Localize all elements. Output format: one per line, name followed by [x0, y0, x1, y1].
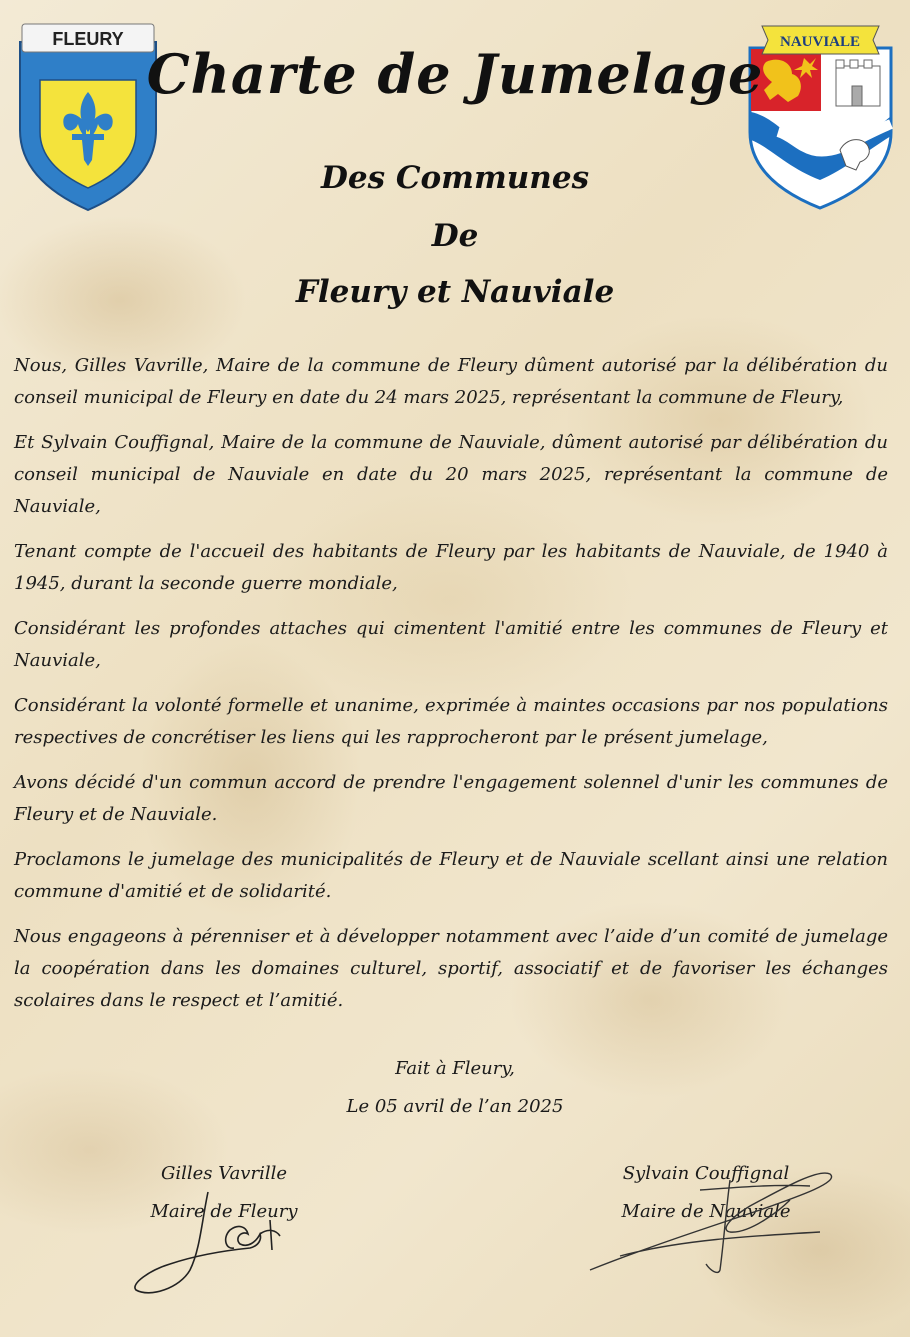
handwritten-signature-fleury	[130, 1190, 290, 1300]
nauviale-crest-label: NAUVIALE	[779, 34, 861, 50]
paragraph: Nous engageons à pérenniser et à développer notamment avec l’aide d’un comité de jumelage la coopération dans les domaines culturel, sportif, associatif et de favoriser les échanges scolaires dans le respect et l’amitié.	[14, 926, 888, 1011]
signatory-name: Gilles Vavrille	[160, 1163, 288, 1184]
signatory-role: Maire de Nauviale	[621, 1201, 791, 1222]
fleury-crest-label: FLEURY	[52, 29, 124, 49]
paragraph: Considérant les profondes attaches qui cimentent l'amitié entre les communes de Fleury et Nauviale,	[14, 618, 888, 671]
paragraph: Avons décidé d'un commun accord de prendre l'engagement solennel d'unir les communes de Fleury et de Nauviale.	[14, 772, 888, 825]
paragraph: Et Sylvain Couffignal, Maire de la commune de Nauviale, dûment autorisé par délibération du conseil municipal de Nauviale en date du 20 mars 2025, représentant la commune de Nauviale,	[14, 432, 888, 517]
page-title: Charte de Jumelage	[146, 42, 764, 106]
signing-date: Le 05 avril de l’an 2025	[346, 1096, 564, 1117]
subtitle-towns: Fleury et Nauviale	[295, 274, 615, 310]
charter-body	[14, 350, 888, 1030]
paragraph: Proclamons le jumelage des municipalités de Fleury et de Nauviale scellant ainsi une relation commune d'amitié et de solidarité.	[14, 849, 888, 902]
signatory-name: Sylvain Couffignal	[622, 1163, 790, 1184]
subtitle-communes: Des Communes	[320, 160, 590, 196]
handwritten-signature-nauviale	[580, 1160, 850, 1280]
paragraph: Considérant la volonté formelle et unanime, exprimée à maintes occasions par nos populations respectives de concrétiser les liens qui les rapprocheront par le présent jumelage,	[14, 695, 888, 748]
signing-place: Fait à Fleury,	[395, 1058, 515, 1079]
paragraph: Nous, Gilles Vavrille, Maire de la commune de Fleury dûment autorisé par la délibération du conseil municipal de Fleury en date du 24 mars 2025, représentant la commune de Fleury,	[14, 355, 888, 408]
signatory-role: Maire de Fleury	[150, 1201, 298, 1222]
paragraph: Tenant compte de l'accueil des habitants de Fleury par les habitants de Nauviale, de 1940 à 1945, durant la seconde guerre mondiale,	[14, 541, 888, 594]
subtitle-de: De	[431, 218, 479, 254]
